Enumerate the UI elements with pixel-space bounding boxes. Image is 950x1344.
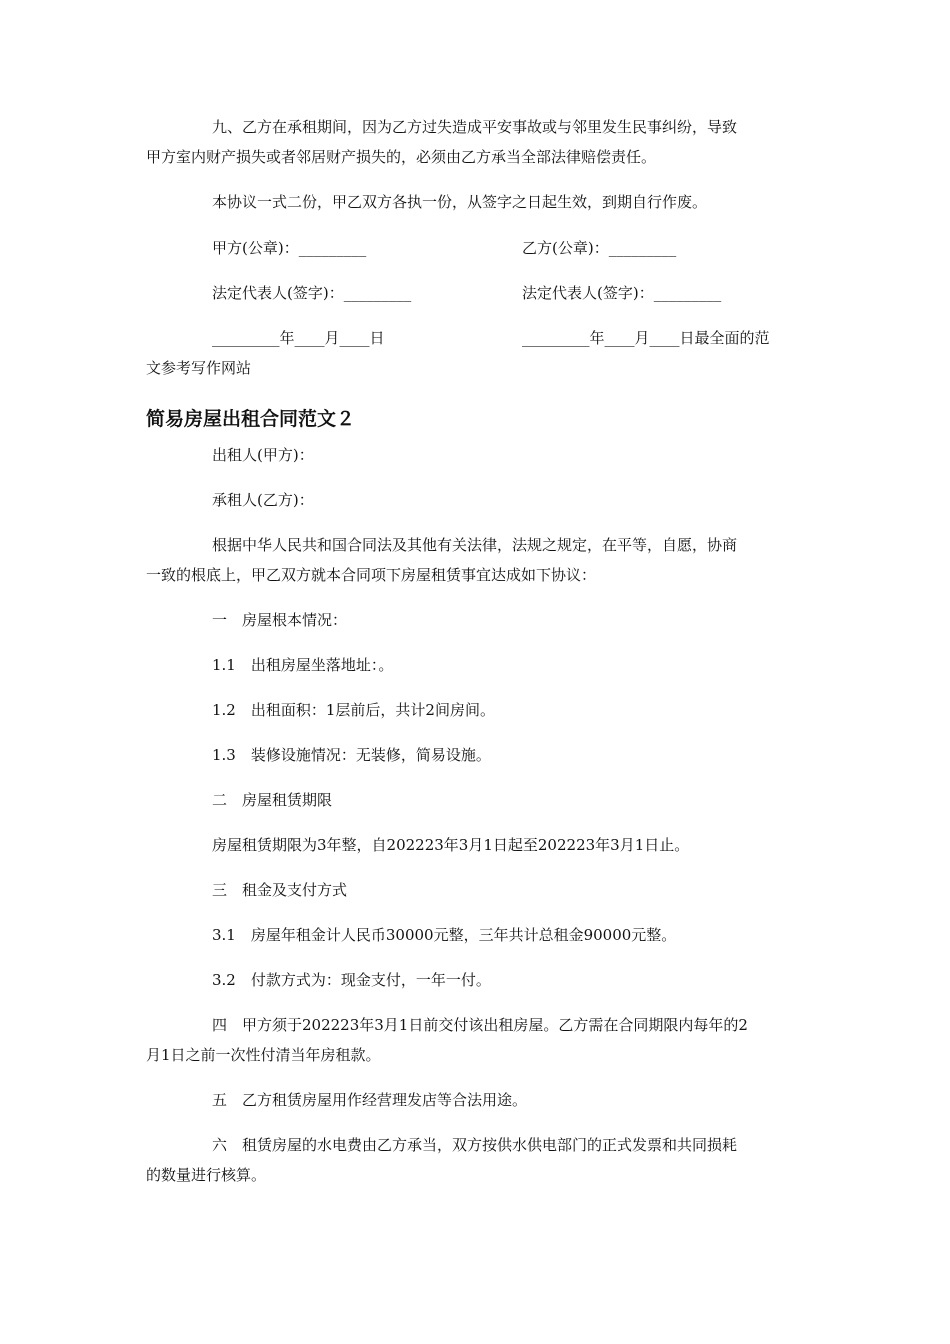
party-b-seal: 乙方(公章)：_________ xyxy=(522,239,677,257)
copies-clause: 本协议一式二份，甲乙双方各执一份，从签字之日起生效，到期自行作废。 xyxy=(212,193,708,211)
lessor-line: 出租人(甲方)： xyxy=(212,446,314,464)
intro-line-1: 根据中华人民共和国合同法及其他有关法律，法规之规定，在平等，自愿，协商 xyxy=(212,536,738,554)
clause-1-title: 一 房屋根本情况： xyxy=(212,611,348,629)
party-a-date: _________年____月____日 xyxy=(212,329,385,347)
party-b-date: _________年____月____日最全面的范 xyxy=(522,329,770,347)
section-title: 简易房屋出租合同范文２ xyxy=(146,408,356,430)
clause-4-line-1: 四 甲方须于202223年3月1日前交付该出租房屋。乙方需在合同期限内每年的2 xyxy=(212,1016,748,1034)
party-b-representative: 法定代表人(签字)：_________ xyxy=(522,284,722,302)
clause-3-title: 三 租金及支付方式 xyxy=(212,881,348,899)
clause-9-line-1: 九、乙方在承租期间，因为乙方过失造成平安事故或与邻里发生民事纠纷，导致 xyxy=(212,118,738,136)
clause-1-3: 1.3 装修设施情况：无装修，简易设施。 xyxy=(212,746,491,764)
clause-4-line-2: 月1日之前一次性付清当年房租款。 xyxy=(146,1046,381,1064)
party-a-seal: 甲方(公章)：_________ xyxy=(212,239,367,257)
intro-line-2: 一致的根底上，甲乙双方就本合同项下房屋租赁事宜达成如下协议： xyxy=(146,566,597,584)
clause-6-line-2: 的数量进行核算。 xyxy=(146,1166,267,1184)
date-continuation: 文参考写作网站 xyxy=(146,359,252,377)
clause-5: 五 乙方租赁房屋用作经营理发店等合法用途。 xyxy=(212,1091,528,1109)
clause-9-line-2: 甲方室内财产损失或者邻居财产损失的，必须由乙方承当全部法律赔偿责任。 xyxy=(146,148,657,166)
clause-1-2: 1.2 出租面积：1层前后，共计2间房间。 xyxy=(212,701,495,719)
clause-3-2: 3.2 付款方式为：现金支付，一年一付。 xyxy=(212,971,491,989)
clause-2-title: 二 房屋租赁期限 xyxy=(212,791,333,809)
clause-2-body: 房屋租赁期限为3年整，自202223年3月1日起至202223年3月1日止。 xyxy=(212,836,690,854)
clause-6-line-1: 六 租赁房屋的水电费由乙方承当，双方按供水供电部门的正式发票和共同损耗 xyxy=(212,1136,738,1154)
lessee-line: 承租人(乙方)： xyxy=(212,491,314,509)
clause-3-1: 3.1 房屋年租金计人民币30000元整，三年共计总租金90000元整。 xyxy=(212,926,677,944)
clause-1-1: 1.1 出租房屋坐落地址：。 xyxy=(212,656,394,674)
party-a-representative: 法定代表人(签字)：_________ xyxy=(212,284,412,302)
